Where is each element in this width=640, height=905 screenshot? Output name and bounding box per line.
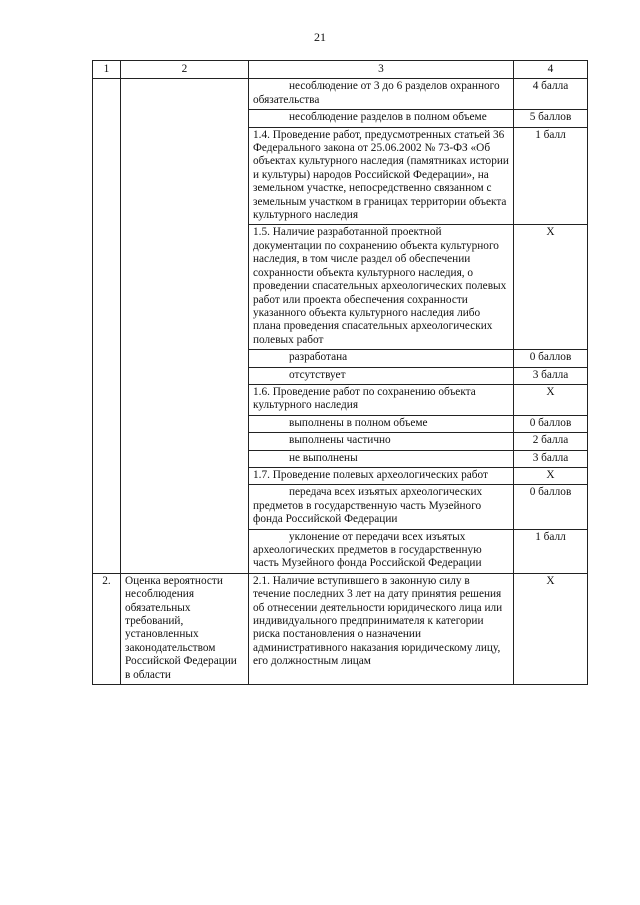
score-value: X: [514, 225, 588, 350]
header-col-3: 3: [249, 61, 514, 79]
table-row: [93, 79, 588, 110]
criterion-text: передача всех изъятых археологических предметов в государственную часть Музейного фонда Российской Федерации: [249, 485, 514, 529]
score-value: 0 баллов: [514, 485, 588, 529]
section-2-score: X: [514, 573, 588, 684]
section-2-title: Оценка вероятности несоблюдения обязательных требований, установленных законодательством Российской Федерации в области: [121, 573, 249, 684]
criterion-text: 1.5. Наличие разработанной проектной документации по сохранению объекта культурного наследия, в том числе раздел об обеспечении сохранности объекта культурного наследия, о проведении спасательных археологических полевых работ или проекта обеспечения сохранности указанного объекта культурного наследия либо плана проведения спасательных археологических полевых работ: [249, 225, 514, 350]
section-2-row: [93, 573, 588, 684]
score-value: 1 балл: [514, 529, 588, 573]
criterion-text: не выполнены: [249, 450, 514, 467]
criterion-text: несоблюдение от 3 до 6 разделов охранного обязательства: [249, 79, 514, 110]
score-value: 0 баллов: [514, 350, 588, 367]
criterion-text: 1.4. Проведение работ, предусмотренных статьей 36 Федерального закона от 25.06.2002 № 73-ФЗ «Об объектах культурного наследия (памятниках истории и культуры) народов Российской Федерации», на земельном участке, непосредственно связанном с земельным участком в границах территории объекта культурного наследия: [249, 127, 514, 225]
section-2-criterion: 2.1. Наличие вступившего в законную силу в течение последних 3 лет на дату принятия решения об отнесении деятельности юридического лица или индивидуального предпринимателя к категории риска постановления о назначении административного наказания юридическому лицу, его должностным лицам: [249, 573, 514, 684]
continued-title-cell: [121, 79, 249, 573]
criterion-text: выполнены частично: [249, 433, 514, 450]
criterion-text: разработана: [249, 350, 514, 367]
score-value: 1 балл: [514, 127, 588, 225]
header-col-4: 4: [514, 61, 588, 79]
score-value: 5 баллов: [514, 110, 588, 127]
criteria-table: [92, 60, 588, 685]
section-2-number: 2.: [93, 573, 121, 684]
criterion-text: 1.6. Проведение работ по сохранению объекта культурного наследия: [249, 384, 514, 415]
continued-number-cell: [93, 79, 121, 573]
score-value: 3 балла: [514, 450, 588, 467]
criterion-text: выполнены в полном объеме: [249, 415, 514, 432]
header-col-2: 2: [121, 61, 249, 79]
header-row: [93, 61, 588, 79]
score-value: 3 балла: [514, 367, 588, 384]
score-value: 4 балла: [514, 79, 588, 110]
score-value: X: [514, 384, 588, 415]
page-number: 21: [314, 30, 326, 44]
criterion-text: отсутствует: [249, 367, 514, 384]
section-1-body: [93, 79, 588, 573]
criterion-text: уклонение от передачи всех изъятых археологических предметов в государственную часть Музейного фонда Российской Федерации: [249, 529, 514, 573]
score-value: X: [514, 467, 588, 484]
score-value: 2 балла: [514, 433, 588, 450]
score-value: 0 баллов: [514, 415, 588, 432]
section-2-body: [93, 573, 588, 684]
header-col-1: 1: [93, 61, 121, 79]
criterion-text: несоблюдение разделов в полном объеме: [249, 110, 514, 127]
criterion-text: 1.7. Проведение полевых археологических работ: [249, 467, 514, 484]
